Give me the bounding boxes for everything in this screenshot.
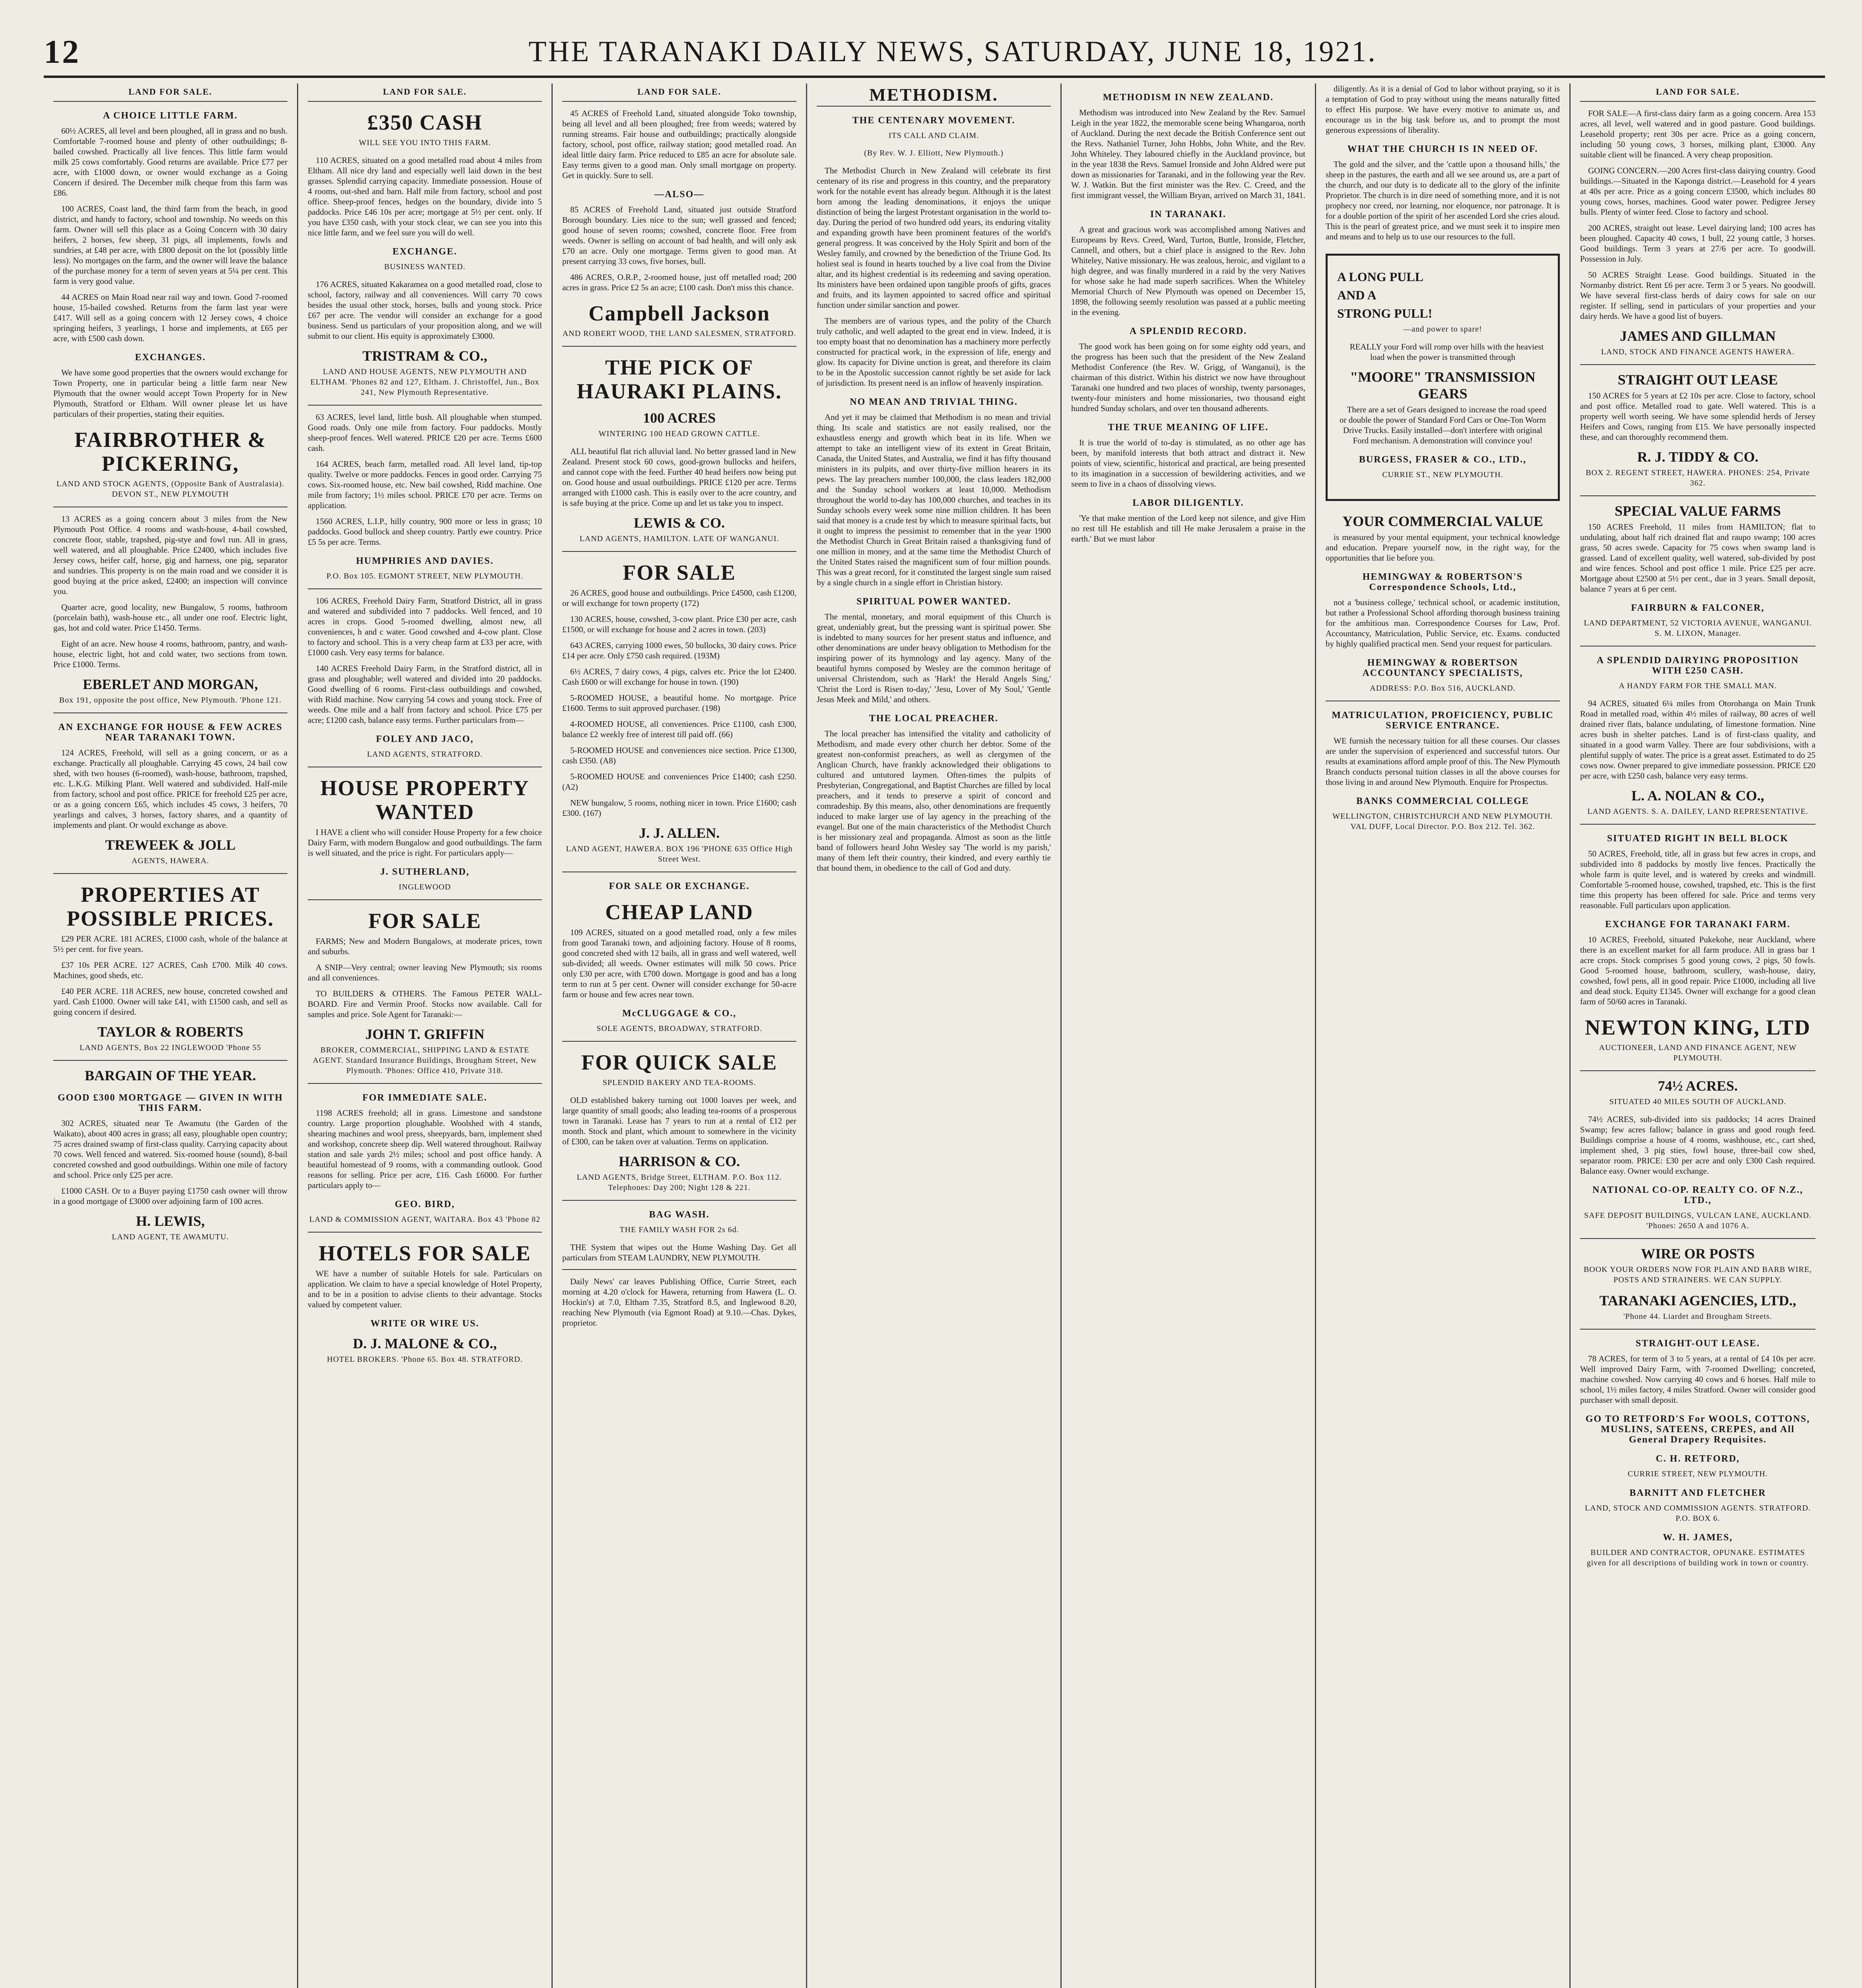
divider: [1580, 1329, 1815, 1330]
firm-name: R. J. TIDDY & CO.: [1637, 449, 1759, 465]
ad-text: not a 'business college,' technical school, or academic institution, but rather a Professional School affording thorough business training for the ambitious man. Correspondence Courses for Law, Prof. Accountancy, Matriculation, Public Service, etc. Exams. conducted by highly qualified practical men. Send your request for particulars.: [1326, 598, 1560, 648]
ad-headline: A LONG PULL: [1337, 270, 1423, 284]
article-subheading: THE TRUE MEANING OF LIFE.: [1108, 422, 1269, 433]
ad-subheading: GOOD £300 MORTGAGE — GIVEN IN WITH THIS FARM.: [58, 1093, 283, 1113]
ad-text: 124 ACRES, Freehold, will sell as a going concern, or as a exchange. Practically all ploughable. Carrying 45 cows, 24 bail cow shed, with two houses (6-roomed), wash-house, bathroom, trapshed, etc. L.K.G. Milking Plant. Well watered and subdivided. Half-mile from factory, school and post office. PRICE for freehold £25 per acre, or as a going concern £65, which includes 45 cows, 3 heifers, 70 yearlings and calves, 3 horses, factory shares, and a quantity of implements and plant. Or would exchange as above.: [53, 748, 287, 830]
firm-name: GEO. BIRD,: [394, 1199, 455, 1209]
firm-name: FAIRBURN & FALCONER,: [1631, 603, 1765, 613]
ad-text: is measured by your mental equipment, your technical knowledge and education. Prepare yourself now, in the right way, for the opportunities that lie before you.: [1326, 532, 1560, 563]
ad-text: TO BUILDERS & OTHERS. The Famous PETER WALL-BOARD. Fire and Vermin Proof. Stocks now available. Call for samples and price. Sole Agent for Taranaki:—: [308, 989, 542, 1019]
firm-name: H. LEWIS,: [136, 1213, 205, 1229]
firm-address: LAND, STOCK AND COMMISSION AGENTS. STRATFORD. P.O. BOX 6.: [1584, 1504, 1811, 1523]
ad-subheading: WINTERING 100 HEAD GROWN CATTLE.: [598, 429, 760, 438]
ad-text: 176 ACRES, situated Kakaramea on a good metalled road, close to school, factory, railway and all conveniences. Will carry 70 cows besides the usual other stock, horses, bulls and young stock. Price £67 per acre. The vendor will consider an exchange for a good business. Send us particulars of your proposition along, and we will submit to our client. His equity is approximately £3000.: [308, 280, 542, 341]
ad-headline: AND A: [1337, 288, 1377, 302]
ad-text: 50 ACRES Straight Lease. Good buildings. Situated in the Normanby district. Rent £6 per acre. Term 3 or 5 years. No goodwill. We have several first-class herds of dairy cows for sale on our register. If selling, send in particulars of your properties and your dairy herds. We have a good list of buyers.: [1580, 270, 1815, 321]
firm-name: TAYLOR & ROBERTS: [97, 1024, 243, 1040]
ad-text: 13 ACRES as a going concern about 3 miles from the New Plymouth Post Office. 4 rooms and wash-house, 4-bail cowshed, concrete floor, stable, trapshed, pig-stye and fowl run. All in grass, well watered, and all ploughable. Price £2400, which includes five Jersey cows, heifer calf, horse, gig and harness, one pig, separator and sundries. This property is on the main road and we consider it is good buying at the price asked, £2400; an inspection will convince you.: [53, 514, 287, 596]
firm-address: CURRIE ST., NEW PLYMOUTH.: [1382, 470, 1503, 479]
ad-text: £40 PER ACRE. 118 ACRES, new house, concreted cowshed and yard. Cash £1000. Owner will take £41, with £1500 cash, and sell as going concern if desired.: [53, 986, 287, 1017]
column-header: LAND FOR SALE.: [53, 83, 287, 102]
divider: [1580, 1238, 1815, 1239]
article-byline: (By Rev. W. J. Elliott, New Plymouth.): [864, 149, 1004, 157]
divider: [1580, 824, 1815, 825]
ad-text: 106 ACRES, Freehold Dairy Farm, Stratford District, all in grass and watered and subdivided into 7 paddocks. Well fenced, and 10 acres in crops. Good 5-roomed dwelling, almost new, all conveniences, h and c water. Good cowshed and 4-cow plant. Close to factory and school. This is a very cheap farm at £33 per acre, with £1000 cash. Very easy terms for balance.: [308, 596, 542, 657]
notice-text: Daily News' car leaves Publishing Office, Currie Street, each morning at 4.20 o'clock for Hawera, returning from Hawera (L. O. Hockin's) at 7.0, Eltham 7.35, Stratford 8.5, and Inglewood 8.20, reaching New Plymouth (via Egmont Road) at 9.10.—Chas. Dykes, proprietor.: [562, 1277, 796, 1328]
firm-address: Box 191, opposite the post office, New Plymouth. 'Phone 121.: [59, 696, 282, 705]
ad-heading: THE PICK OF HAURAKI PLAINS.: [577, 355, 782, 403]
firm-address: LAND AGENTS, Bridge Street, ELTHAM. P.O. Box 112. Telephones: Day 200; Night 128 & 221.: [577, 1173, 782, 1192]
ad-subheading: SITUATED 40 MILES SOUTH OF AUCKLAND.: [1609, 1097, 1786, 1106]
ad-heading: 74½ ACRES.: [1658, 1078, 1738, 1094]
column-header: LAND FOR SALE.: [562, 83, 796, 102]
firm-address: INGLEWOOD: [398, 883, 451, 891]
article-paragraph: 'Ye that make mention of the Lord keep not silence, and give Him no rest till He establish and till He make Jerusalem a praise in the earth.' But we must labor: [1071, 513, 1305, 544]
firm-name: EBERLET AND MORGAN,: [83, 676, 258, 692]
article-title: METHODISM.: [817, 90, 1051, 107]
article-paragraph: Methodism was introduced into New Zealand by the Rev. Samuel Leigh in the year 1822, the memorable scene being Whangaroa, north of Auckland. During the next decade the British Conference sent out the Revs. Nathaniel Turner, John Hobbs, John White, and the Rev. John Whiteley. They laboured chiefly in the Auckland province, but in the year 1838 the Revs. Samuel Ironside and John Aldred were put down as missionaries for Taranaki, and in the following year the Rev. W. J. Watkin. But the first minister was the Rev. C. Creed, and the first immigrant vessel, the William Bryan, arrived on March 31, 1841.: [1071, 108, 1305, 200]
ad-text: 150 ACRES for 5 years at £2 10s per acre. Close to factory, school and post office. Metalled road to gate. Well watered. This is a property well worth seeing. We have some splendid herds of Jersey Heifers and Cows, ranging from £15. We have personally inspected these, and can thoroughly recommend them.: [1580, 391, 1815, 442]
ad-text: FARMS; New and Modern Bungalows, at moderate prices, town and suburbs.: [308, 936, 542, 956]
ad-text: Quarter acre, good locality, new Bungalow, 5 rooms, bathroom (porcelain bath), wash-house etc., all under one roof. Electric light, gas, hot and cold water. Price £1450. Terms.: [53, 602, 287, 633]
ad-text: 45 ACRES of Freehold Land, situated alongside Toko township, being all level and all been ploughed; free from weeds; watered by running streams. Fair house and outbuildings; practically alongside factory, school, post office, railway station; good metalled road. An ideal little dairy farm. Price reduced to £85 an acre for absolute sale. Easy terms given to a good man. Only small mortgage on property. Get in quickly. Sure to sell.: [562, 109, 796, 180]
ad-text: 5-ROOMED HOUSE, a beautiful home. No mortgage. Price £1600. Terms to suit approved purchaser. (198): [562, 693, 796, 713]
firm-address: LAND DEPARTMENT, 52 VICTORIA AVENUE, WANGANUI. S. M. LIXON, Manager.: [1584, 619, 1812, 638]
ad-text: WE have a number of suitable Hotels for sale. Particulars on application. We claim to have a special knowledge of Hotel Property, and to be in a position to advise clients to their advantage. Stocks valued by competent valuer.: [308, 1269, 542, 1309]
ad-text: £37 10s PER ACRE. 127 ACRES, Cash £700. Milk 40 cows. Machines, good sheds, etc.: [53, 960, 287, 980]
firm-name: BANKS COMMERCIAL COLLEGE: [1356, 796, 1529, 806]
ad-heading: GO TO RETFORD'S For WOOLS, COTTONS, MUSLINS, SATEENS, CREPES, and All General Drapery Requisites.: [1585, 1414, 1810, 1445]
ad-text: 94 ACRES, situated 6¼ miles from Otorohanga on Main Trunk Road in metalled road, within 4½ miles of railway, 80 acres of well drained river flats, balance undulating, of limestone formation. Nine acres bush in shelter patches. Land is of first-class quality, and situated in a good warm Valley. There are four subdivisions, with a plentiful supply of water. The price is a great asset. Estimated to do 25 cows now. Owner prepared to give immediate possession. PRICE £20 per acre, with £250 cash, balance very easy terms.: [1580, 699, 1815, 780]
article-paragraph: The gold and the silver, and the 'cattle upon a thousand hills,' the sheep in the pastures, the earth and all we see around us, are a part of the church, and our duty is to dedicate all to the glory of the infinite Proprietor. The church is in dire need of something more, and it is not prophecy nor creed, nor learning, nor eloquence, nor patronage. It is for a double portion of the spirit of her ascended Lord she cries aloud. This is the pearl of greatest price, and we must seek it to inspire men and means and to help us to use our resources to the full.: [1326, 159, 1560, 241]
firm-name: FAIRBROTHER & PICKERING,: [74, 428, 266, 476]
ad-heading: FOR SALE: [623, 561, 736, 584]
ad-heading: SITUATED RIGHT IN BELL BLOCK: [1607, 833, 1789, 844]
ad-text: REALLY your Ford will romp over hills with the heaviest load when the power is transmitted through: [1349, 342, 1544, 362]
ad-heading: BAG WASH.: [649, 1209, 710, 1220]
ad-text: 100 ACRES, Coast land, the third farm from the beach, in good district, and handy to factory, school and township. No weeds on this farm. Owner will sell this place as a Going Concern with 30 dairy heifers, 2 horses, few sheep, 31 pigs, all implements, fowls and sundries, at £48 per acre, with £800 deposit on the lot (possibly little less). No mortgages on the farm, and the owner will leave the balance of the purchase money for a term of seven years at 5¼ per cent. This farm is very good value.: [53, 204, 287, 286]
article-subtitle: THE CENTENARY MOVEMENT.: [852, 115, 1015, 126]
column-6: [1316, 83, 1571, 1988]
ad-text: GOING CONCERN.—200 Acres first-class dairying country. Good buildings.—Situated in the Kaponga district.—Leasehold for 4 years at 40s per acre. Price as a going concern £3500, which includes 80 young cows, horses, machines. Good water power. Pedigree Jersey bulls. Plenty of winter feed. Close to factory and school.: [1580, 166, 1815, 217]
divider: [562, 551, 796, 552]
firm-address: BROKER, COMMERCIAL, SHIPPING LAND & ESTATE AGENT. Standard Insurance Buildings, Brougham Street, New Plymouth. 'Phones: Office 410, Private 318.: [313, 1046, 537, 1075]
firm-name: W. H. JAMES,: [1663, 1532, 1733, 1543]
firm-address: LAND AGENTS, Box 22 INGLEWOOD 'Phone 55: [80, 1043, 261, 1052]
firm-name: BARNITT AND FLETCHER: [1629, 1488, 1766, 1498]
firm-address: AUCTIONEER, LAND AND FINANCE AGENT, NEW PLYMOUTH.: [1599, 1043, 1797, 1062]
ad-heading: EXCHANGE FOR TARANAKI FARM.: [1605, 919, 1790, 930]
ad-heading: STRAIGHT-OUT LEASE.: [1635, 1338, 1760, 1349]
firm-name: HEMINGWAY & ROBERTSON'S Correspondence Schools, Ltd.,: [1362, 572, 1523, 592]
ad-text: FOR SALE—A first-class dairy farm as a going concern. Area 153 acres, all level, well watered and in good pasture. Good buildings. Leasehold property; rent 30s per acre. Price as a going concern, including 50 young cows, 3 horses, milking plant, £3000. Any suitable client will be financed. A very cheap proposition.: [1580, 109, 1815, 159]
ad-subheading: SPLENDID BAKERY AND TEA-ROOMS.: [602, 1078, 756, 1087]
ad-subheading: —ALSO—: [654, 189, 705, 200]
firm-address: HOTEL BROKERS. 'Phone 65. Box 48. STRATFORD.: [327, 1355, 523, 1364]
firm-name: J. J. ALLEN.: [639, 825, 720, 841]
firm-name: J. SUTHERLAND,: [380, 867, 470, 877]
ad-tagline: —and power to spare!: [1403, 325, 1482, 334]
column-3: [553, 83, 807, 1988]
ad-text: 5-ROOMED HOUSE and conveniences Price £1400; cash £250. (A2): [562, 772, 796, 792]
divider: [308, 1083, 542, 1084]
columns: [44, 83, 1825, 1988]
ad-text: ALL beautiful flat rich alluvial land. No better grassed land in New Zealand. Present stock 60 cows, good-grown bullocks and heifers, and cannot cope with the feed. Further 40 head heifers now being put on. Good house and usual outbuildings. PRICE £120 per acre. Terms arranged with £1000 cash. This is easily over to the acre country, and is safe buying at the price. Come up and let us take you to inspect.: [562, 447, 796, 508]
article-paragraph: The members are of various types, and the polity of the Church truly catholic, and well adapted to the great end in view. Indeed, it is too empty boast that no denomination has a machinery more perfectly constructed for practical work, in the expression of life, energy and glow. Its capacity for Divine unction is great, and therefore its claim to be in the Apostolic succession cannot rightly be set aside for lack of jurisdiction. Its present need is an inflow of heavenly inspiration.: [817, 316, 1051, 388]
firm-address: LAND, STOCK AND FINANCE AGENTS HAWERA.: [1601, 348, 1795, 356]
firm-address: LAND AGENTS, HAMILTON. LATE OF WANGANUI.: [579, 534, 779, 543]
article-subheading: THE LOCAL PREACHER.: [869, 713, 999, 724]
firm-name: C. H. RETFORD,: [1656, 1454, 1740, 1464]
ad-heading: EXCHANGES.: [135, 352, 206, 363]
ad-text: 63 ACRES, level land, little bush. All ploughable when stumped. Good roads. Only one mile from factory. Four paddocks. Mostly sheep-proof fences. Well watered. PRICE £20 per acre. Terms £600 cash.: [308, 412, 542, 453]
column-2: [298, 83, 553, 1988]
ad-text: 643 ACRES, carrying 1000 ewes, 50 bullocks, 30 dairy cows. Price £14 per acre. Only £750 cash required. (193M): [562, 641, 796, 660]
ad-text: A SNIP—Very central; owner leaving New Plymouth; six rooms and all conveniences.: [308, 963, 542, 982]
ad-subheading: BUSINESS WANTED.: [384, 262, 466, 271]
ad-subheading: BOOK YOUR ORDERS NOW FOR PLAIN AND BARB WIRE, POSTS AND STRAINERS. WE CAN SUPPLY.: [1583, 1265, 1812, 1284]
ad-text: 78 ACRES, for term of 3 to 5 years, at a rental of £4 10s per acre. Well improved Dairy Farm, with 7-roomed Dwelling; concreted, machine cowshed. Now carrying 40 cows and 6 horses. Half mile to school, 1½ miles factory, 4 miles Stratford. Owner will consider good purchaser with small deposit.: [1580, 1354, 1815, 1405]
ad-heading: £350 CASH: [367, 111, 483, 134]
article-paragraph: The mental, monetary, and moral equipment of this Church is great, undeniably great, but the pressing want is spiritual power. She is indebted to many sources for her present status and influence, and other denominations are under heavy obligation to Methodism for the inspiring power of its hymnology and lay agency. Many of the beautiful hymns composed by Wesley are the common heritage of universal Christendom, such as 'Hark! the Herald Angels Sing,' 'Christ the Lord is Risen to-day,' 'Jesu, Lover of My Soul,' 'Gentle Jesus Meek and Mild,' and others.: [817, 612, 1051, 704]
ad-heading: FOR IMMEDIATE SALE.: [362, 1093, 487, 1103]
ad-text: Eight of an acre. New house 4 rooms, bathroom, pantry, and wash-house, electric light, hot and cold water, two sections from town. Price £1000. Terms.: [53, 639, 287, 669]
divider: [53, 873, 287, 874]
article-subheading: LABOR DILIGENTLY.: [1132, 498, 1244, 508]
ad-text: 74½ ACRES, sub-divided into six paddocks; 14 acres Drained Swamp; few acres fallow; balance in grass and good rough feed. Buildings comprise a house of 4 rooms, washhouse, etc., cart shed, implement shed, 3 pig sties, fowl house, three-bail cow shed, separator room. PRICE: £30 per acre and only £300 Cash required. Balance easy. Owner would exchange.: [1580, 1114, 1815, 1176]
divider: [1580, 364, 1815, 365]
ad-text: 109 ACRES, situated on a good metalled road, only a few miles from good Taranaki town, and adjoining factory. House of 8 rooms, good concreted shed with 12 bails, all in grass and well watered, well sub-divided; all weeds. Owner estimates will milk 50 cows. Price only £30 per acre, with £700 down. Mortgage is good and has a long term to run at 5 per cent. Owner will consider exchange for 50-acre farm or house and few acres near town.: [562, 928, 796, 999]
ad-text: 5-ROOMED HOUSE and conveniences nice section. Price £1300, cash £350. (A8): [562, 746, 796, 765]
firm-name: JOHN T. GRIFFIN: [365, 1026, 485, 1042]
firm-name: NATIONAL CO-OP. REALTY CO. OF N.Z., LTD.,: [1592, 1185, 1804, 1206]
article-paragraph: It is true the world of to-day is stimulated, as no other age has been, by manifold interests that both attract and distract it. New points of view, scientific, historical and practical, are being presented to its imagination in a succession of bewildering activities, and we seem to live in a chaos of dissolving views.: [1071, 438, 1305, 489]
firm-name: McCLUGGAGE & CO.,: [622, 1008, 737, 1019]
firm-name: TRISTRAM & CO.,: [362, 348, 487, 364]
article-subheading: A SPLENDID RECORD.: [1129, 326, 1247, 336]
ad-text: THE System that wipes out the Home Washing Day. Get all particulars from STEAM LAUNDRY, NEW PLYMOUTH.: [562, 1242, 796, 1262]
firm-address: LAND AGENTS. S. A. DAILEY, LAND REPRESENTATIVE.: [1587, 807, 1808, 816]
firm-address: WELLINGTON, CHRISTCHURCH AND NEW PLYMOUTH. VAL DUFF, Local Director. P.O. Box 212. Tel. 362.: [1332, 812, 1553, 831]
firm-name: LEWIS & CO.: [633, 515, 725, 531]
firm-address: CURRIE STREET, NEW PLYMOUTH.: [1627, 1470, 1768, 1478]
firm-address: 'Phone 44. Liardet and Brougham Streets.: [1623, 1312, 1773, 1321]
firm-address: SOLE AGENTS, BROADWAY, STRATFORD.: [596, 1024, 762, 1033]
article-subheading: IN TARANAKI.: [1150, 209, 1227, 219]
firm-name: HUMPHRIES AND DAVIES.: [356, 556, 494, 566]
firm-name: L. A. NOLAN & CO.,: [1631, 788, 1765, 804]
divider: [1580, 1070, 1815, 1071]
ad-text: 26 ACRES, good house and outbuildings. Price £4500, cash £1200, or will exchange for town property (172): [562, 588, 796, 608]
article-subheading: NO MEAN AND TRIVIAL THING.: [850, 397, 1018, 407]
divider: [562, 1269, 796, 1270]
article-subheading: METHODISM IN NEW ZEALAND.: [1103, 92, 1274, 103]
ad-heading: AN EXCHANGE FOR HOUSE & FEW ACRES NEAR TARANAKI TOWN.: [58, 722, 283, 743]
ad-text: There are a set of Gears designed to increase the road speed or double the power of Standard Ford Cars or One-Ton Worm Drive Trucks. Easily installed—don't interfere with original Ford mechanism. A demonstration will convince you!: [1339, 405, 1547, 445]
divider: [562, 1200, 796, 1201]
ad-heading: FOR QUICK SALE: [581, 1050, 778, 1074]
firm-address: AND ROBERT WOOD, THE LAND SALESMEN, STRATFORD.: [562, 329, 796, 338]
firm-name: FOLEY AND JACO,: [376, 734, 474, 744]
ad-text: 302 ACRES, situated near Te Awamutu (the Garden of the Waikato), about 400 acres in grass; all easy, ploughable open country; 75 acres drained swamp of first-class quality. Carrying capacity about 70 cows. Well fenced and watered. Six-roomed house (sound), 8-bail concreted cowshed and good outbuildings. Within one mile of factory and school. Price only £25 per acre.: [53, 1118, 287, 1180]
divider: [562, 1041, 796, 1042]
ad-text: 4-ROOMED HOUSE, all conveniences. Price £1100, cash £300, balance £2 weekly free of interest till paid off. (66): [562, 719, 796, 739]
ad-headline: STRONG PULL!: [1337, 306, 1433, 320]
firm-name: JAMES AND GILLMAN: [1619, 328, 1776, 344]
ad-text: 60½ ACRES, all level and been ploughed, all in grass and no bush. Comfortable 7-roomed house and plenty of other outbuildings; 8-bailed cowshed. Practically all live fences. This little farm would milk 25 cows comfortably. Good returns are available. Price £77 per acre, with £1000 down, or owner would exchange as a Going Concern if desired. The December milk cheque from this farm was £86.: [53, 126, 287, 198]
divider: [562, 346, 796, 347]
ad-text: 44 ACRES on Main Road near rail way and town. Good 7-roomed house, 15-bailed cowshed. Returns from the farm last year were £417. Will sell as a going concern with 12 Jersey cows, 4 choice springing heifers, 3 yearlings, 1 horse and implements, at £65 per acre, with £500 cash down.: [53, 292, 287, 343]
ad-text: OLD established bakery turning out 1000 loaves per week, and large quantity of small goods; also leading tea-rooms of a prosperous town in Taranaki. Lease has 7 years to run at a rental of £12 per month. Stock and plant, which amount to somewhere in the vicinity of £300, can be taken over at valuation. Terms on application.: [562, 1095, 796, 1146]
ad-text: 164 ACRES, beach farm, metalled road. All level land, tip-top quality. Twelve or more paddocks. Fences in good order. Carrying 75 cows. Six-roomed house, etc. New bail cowshed, Ridd machine. One mile from factory; 1½ miles school. PRICE £70 per acre. Terms on application.: [308, 459, 542, 510]
ad-heading: WIRE OR POSTS: [1641, 1246, 1755, 1262]
firm-name: HARRISON & CO.: [618, 1153, 740, 1169]
ad-text: £1000 CASH. Or to a Buyer paying £1750 cash owner will throw in a good mortgage of £3000 over adjoining farm of 100 acres.: [53, 1186, 287, 1206]
article-paragraph: And yet it may be claimed that Methodism is no mean and trivial thing. Its scale and statistics are not easily realised, nor the exhaustless energy and growth which beat in its life. When we attempt to take an intelligent view of its extent in Great Britain, Canada, the United States, and Australia, we find it has fifty thousand ministers in its pulpits, and over thirty-five million hearers in its pews. The lay preachers number 100,000, the class leaders 182,000 and the Sunday school workers at least 10,000. Methodism throughout the world to-day has 100,000 churches, and teaches in its Sunday schools every week some nine million children. It has been said that money is a crude test by which to measure spiritual facts, but it ought to impress the pessimist to remember that in the year 1900 the Methodist Church in Great Britain raised a thanksgiving fund of one million in money, and at the same time the Methodist Church of the United States raised the magnificent sum of four million pounds. This was a great record, for it constituted the largest single sum raised by a single church in a single effort in Christian history.: [817, 412, 1051, 587]
divider: [53, 1060, 287, 1061]
product-name: "MOORE" TRANSMISSION GEARS: [1350, 369, 1536, 402]
ad-text: 130 ACRES, house, cowshed, 3-cow plant. Price £30 per acre, cash £1500, or will exchange for house and 2 acres in town. (203): [562, 614, 796, 634]
firm-address: SAFE DEPOSIT BUILDINGS, VULCAN LANE, AUCKLAND. 'Phones: 2650 A and 1076 A.: [1584, 1211, 1812, 1230]
ad-heading: FOR SALE: [368, 909, 482, 933]
ad-text: 6½ ACRES, 7 dairy cows, 4 pigs, calves etc. Price the lot £2400. Cash £600 or will exchange for house in town. (190): [562, 667, 796, 687]
ad-heading: A CHOICE LITTLE FARM.: [103, 111, 238, 121]
firm-name: HEMINGWAY & ROBERTSON ACCOUNTANCY SPECIALISTS,: [1362, 658, 1523, 678]
firm-address: BOX 2. REGENT STREET, HAWERA. PHONES: 254, Private 362.: [1586, 468, 1810, 487]
article-paragraph: The good work has been going on for some eighty odd years, and the progress has been such that the president of the New Zealand Methodist Conference (the Rev. W. Grigg, of Wanganui), is the chairman of this district. Within his district we now have throughout Taranaki one hundred and two places of worship, twenty parsonages, twenty-four ministers and home missionaries, two thousand eight hundred Sunday scholars, and over ten thousand adherents.: [1071, 342, 1305, 413]
firm-address: LAND AND STOCK AGENTS, (Opposite Bank of Australasia). DEVON ST., NEW PLYMOUTH: [56, 480, 285, 499]
ad-subheading: WILL SEE YOU INTO THIS FARM.: [359, 138, 491, 147]
ad-text: 150 ACRES Freehold, 11 miles from HAMILTON; flat to undulating, about half rich drained flat and raupo swamp; 100 acres grass, 50 acres swede. Capacity for 75 cows when swamp land is grassed. Land of excellent quality, well watered, sub-divided by post and wire fences. School and post office 1 mile. Price £25 per acre. Mortgage about £2500 at 5½ per cent., due in 3 years. Small deposit, balance 7 years at 6 per cent.: [1580, 522, 1815, 594]
ad-text: 200 ACRES, straight out lease. Level dairying land; 100 acres has been ploughed. Capacity 40 cows, 1 bull, 22 young cattle, 3 horses. Good buildings. Term 3 years at 27/6 per acre. To goodwill. Possession in July.: [1580, 223, 1815, 264]
column-7: [1571, 83, 1825, 1988]
column-5: [1062, 83, 1316, 1988]
ad-text: 140 ACRES Freehold Dairy Farm, in the Stratford district, all in grass and ploughable; well watered and divided into 20 paddocks. Good dwelling of 6 rooms. First-class outbuildings and cowshed, with Ridd machine. Now carrying 54 cows and young stock. Free of weeds. One mile and a half from factory and school. Price £75 per acre; £1200 cash, balance easy terms. Further particulars from—: [308, 664, 542, 725]
ad-heading: HOUSE PROPERTY WANTED: [320, 776, 530, 824]
firm-name: TREWEEK & JOLL: [105, 837, 236, 853]
ad-text: We have some good properties that the owners would exchange for Town Property, one in particular being a little farm near New Plymouth that the owner would accept Town Property for in New Plymouth, Stratford or Eltham. Will owner please let us have particulars of their properties, stating their equities.: [53, 368, 287, 419]
column-4: [807, 83, 1062, 1988]
firm-address: LAND AND HOUSE AGENTS, NEW PLYMOUTH AND ELTHAM. 'Phones 82 and 127, Eltham. J. Christoffel, Jun., Box 241, New Plymouth Representative.: [310, 367, 540, 397]
firm-name: Campbell Jackson: [588, 301, 770, 325]
article-subheading: SPIRITUAL POWER WANTED.: [856, 596, 1011, 607]
ad-heading: MATRICULATION, PROFICIENCY, PUBLIC SERVICE ENTRANCE.: [1332, 710, 1554, 731]
ad-heading: HOTELS FOR SALE: [318, 1241, 531, 1265]
ad-text: 110 ACRES, situated on a good metalled road about 4 miles from Eltham. All nice dry land and especially well laid down in the best grasses. Splendid carrying capacity. Immediate possession. House of 4 rooms, out-shed and barn. Half mile from factory, school and post office. Sheep-proof fences, hedges on the boundary, divide into 5 paddocks. Price £46 10s per acre; mortgage at 5½ per cent. only. If you have £350 cash, with your stock clear, we can see you into this nice little farm, and we feel sure you will do well.: [308, 155, 542, 237]
ad-text: I HAVE a client who will consider House Property for a few choice Dairy Farm, with modern Bungalow and good outbuildings. The farm is well situated, and the price is right. For particulars apply—: [308, 827, 542, 858]
ad-text: £29 PER ACRE. 181 ACRES, £1000 cash, whole of the balance at 5½ per cent. for five years.: [53, 934, 287, 954]
firm-address: LAND AGENT, TE AWAMUTU.: [112, 1233, 229, 1241]
ad-heading: YOUR COMMERCIAL VALUE: [1342, 513, 1543, 529]
column-header: LAND FOR SALE.: [308, 83, 542, 102]
firm-address: LAND AGENT, HAWERA. BOX 196 'PHONE 635 Office High Street West.: [566, 845, 793, 864]
ad-subheading: A HANDY FARM FOR THE SMALL MAN.: [1619, 681, 1777, 690]
article-subheading: WHAT THE CHURCH IS IN NEED OF.: [1347, 144, 1538, 154]
article-paragraph: diligently. As it is a denial of God to labor without praying, so it is a temptation of God to pray without using the means naturally fitted to effect His purpose. We have every motive to animate us, and encourage us in the big task before us, and to prompt the most generous expressions of liberality.: [1326, 84, 1560, 135]
ad-text: 1560 ACRES, L.I.P., hilly country, 900 more or less in grass; 10 paddocks. Good bullock and sheep country. Partly ewe country. Price £5 5s per acre. Terms.: [308, 516, 542, 547]
ad-subheading: THE FAMILY WASH FOR 2s 6d.: [619, 1225, 739, 1234]
firm-address: ADDRESS: P.O. Box 516, AUCKLAND.: [1370, 684, 1516, 693]
ad-text: 85 ACRES of Freehold Land, situated just outside Stratford Borough boundary. Lies nice to the sun; well grassed and fenced; good house of seven rooms; cowshed, concrete floor. Free from weeds. Owner is selling on account of bad health, and will only ask £70 an acre. Only one mortgage. Terms given to good man. At present carrying 33 cows, five horses, bull.: [562, 205, 796, 266]
divider: [308, 1232, 542, 1233]
firm-name: NEWTON KING, LTD: [1585, 1015, 1811, 1039]
column-1: [44, 83, 298, 1988]
firm-address: AGENTS, HAWERA.: [131, 856, 210, 865]
ad-subheading: WRITE OR WIRE US.: [370, 1318, 480, 1329]
column-header: LAND FOR SALE.: [1580, 83, 1815, 102]
firm-name: D. J. MALONE & CO.,: [353, 1336, 497, 1351]
ad-text: 50 ACRES, Freehold, title, all in grass but few acres in crops, and subdivided into 8 paddocks by mostly live fences. Practically the whole farm is quite level, and is watered by creeks and windmill. Comfortable 5-roomed house, cowshed, trapshed, etc. This is the first time this property has been offered for sale. Price and terms very reasonable. Full particulars upon application.: [1580, 849, 1815, 910]
firm-address: P.O. Box 105. EGMONT STREET, NEW PLYMOUTH.: [326, 572, 523, 580]
ad-text: NEW bungalow, 5 rooms, nothing nicer in town. Price £1600; cash £300. (167): [562, 798, 796, 818]
ad-heading: STRAIGHT OUT LEASE: [1617, 372, 1778, 388]
ad-heading: SPECIAL VALUE FARMS: [1614, 503, 1781, 519]
ad-text: WE furnish the necessary tuition for all these courses. Our classes are under the supervision of experienced and successful tutors. Our results at examinations afford ample proof of this. The New Plymouth Branch conducts personal tuition classes in all the above courses for those living in and around New Plymouth. Enquire for Prospectus.: [1326, 736, 1560, 787]
article-subtitle: ITS CALL AND CLAIM.: [888, 131, 979, 140]
ad-text: 486 ACRES, O.R.P., 2-roomed house, just off metalled road; 200 acres in grass. Price £2 5s an acre; £100 cash. Don't miss this chance.: [562, 272, 796, 292]
ad-heading: 100 ACRES: [643, 410, 716, 426]
ad-heading: EXCHANGE.: [392, 247, 457, 257]
firm-name: TARANAKI AGENCIES, LTD.,: [1599, 1293, 1796, 1309]
firm-address: LAND & COMMISSION AGENT, WAITARA. Box 43 'Phone 82: [309, 1215, 541, 1224]
gear-advertisement: [1326, 254, 1560, 501]
ad-text: 10 ACRES, Freehold, situated Pukekohe, near Auckland, where there is an excellent market for all farm produce. All in grass bar 1 acre crops. Stock comprises 5 good young cows, 2 pigs, 50 fowls. Good 5-roomed house, bathroom, scullery, wash-house, dairy, cowshed, fowl pens, all in good repair. Price £1000, including all live and dead stock. Equity £1345. Owner will exchange for a good clean farm of 50/60 acres in Taranaki.: [1580, 935, 1815, 1006]
divider: [53, 712, 287, 713]
divider: [308, 899, 542, 900]
divider: [308, 588, 542, 589]
ad-text: 1198 ACRES freehold; all in grass. Limestone and sandstone country. Large proportion ploughable. Woolshed with 4 stands, shearing machines and wool press, sheepyards, barn, implement shed and workshop, concrete sheep dip. Well watered throughout. Railway station and sale yards 2½ miles; school and post office handy. A beautiful homestead of 9 rooms, with a commanding outlook. Good reasons for selling. Price per acre, £16. Cash £6000. For further particulars apply to—: [308, 1108, 542, 1190]
ad-heading: PROPERTIES AT POSSIBLE PRICES.: [66, 883, 274, 930]
ad-heading: A SPLENDID DAIRYING PROPOSITION WITH £250 CASH.: [1596, 655, 1799, 676]
firm-address: BUILDER AND CONTRACTOR, OPUNAKE. ESTIMATES given for all descriptions of building work in town or country.: [1586, 1548, 1809, 1567]
firm-address: LAND AGENTS, STRATFORD.: [367, 750, 483, 759]
page-number: 12: [44, 33, 80, 70]
article-paragraph: The Methodist Church in New Zealand will celebrate its first centenary of its rise and progress in this country, and the preparatory work for the notable event has already begun. Although it is the latest born among the leading denominations, it enjoys the unique distinction of being the largest Protestant organisation in the world to-day. During the period of two hundred odd years, its enduring vitality and expanding growth have been prominent features of the world's general progress. It was conceived by the Holy Spirit and born of the Wesley family, and crowned by the benediction of the Triune God. Its holiest seal is found in hearts touched by a live coal from the Divine altar, and its highest credential is its redeeming and saving operation. Its ministers have been ordained upon tangible proofs of gifts, graces and fruits, and its laymen appointed to sacred office and spiritual function under similar sanction and power.: [817, 166, 1051, 310]
newspaper-title: THE TARANAKI DAILY NEWS, SATURDAY, JUNE 18, 1921.: [528, 35, 1377, 68]
divider: [308, 405, 542, 406]
ad-heading: CHEAP LAND: [605, 900, 753, 924]
article-paragraph: The local preacher has intensified the vitality and catholicity of Methodism, and made every other church her debtor. Some of the greatest non-conformist preachers, as well as clergymen of the Anglican Church, have frankly acknowledged their obligations to cultured and untutored laymen. Often-times the pulpits of Presbyterian, Congregational, and Baptist Churches are filled by local preachers, and it tends to preserve a spirit of concord and comradeship. By this means, also, other denominations are frequently induced to make larger use of lay agency in the preaching of the evangel. But one of the main characteristics of the Methodist Church is her missionary zeal and propaganda. Almost as soon as the little band of followers heard John Wesley say 'The world is my parish,' many of them left their country, their kindred, and every earthly tie that bound them, in obedience to the call of God and duty.: [817, 729, 1051, 873]
masthead: [44, 28, 1825, 78]
ad-heading: BARGAIN OF THE YEAR.: [85, 1068, 256, 1083]
ad-heading: FOR SALE OR EXCHANGE.: [609, 881, 750, 891]
firm-name: BURGESS, FRASER & CO., LTD.,: [1359, 454, 1527, 465]
article-paragraph: A great and gracious work was accomplished among Natives and Europeans by Revs. Creed, Ward, Turton, Buttle, Ironside, Fletcher, Cannell, and others, but a chief place is assigned to the Rev. John Whiteley, Native missionary. He was zealous, heroic, and vigilant to a high degree, and was finally murdered in a raid by the very Natives for whose sake he had made superb sacrifices. When the Whiteley Memorial Church of New Plymouth was opened on December 15, 1898, the following seemly resolution was passed at a public meeting in the evening.: [1071, 225, 1305, 317]
divider: [1580, 495, 1815, 496]
